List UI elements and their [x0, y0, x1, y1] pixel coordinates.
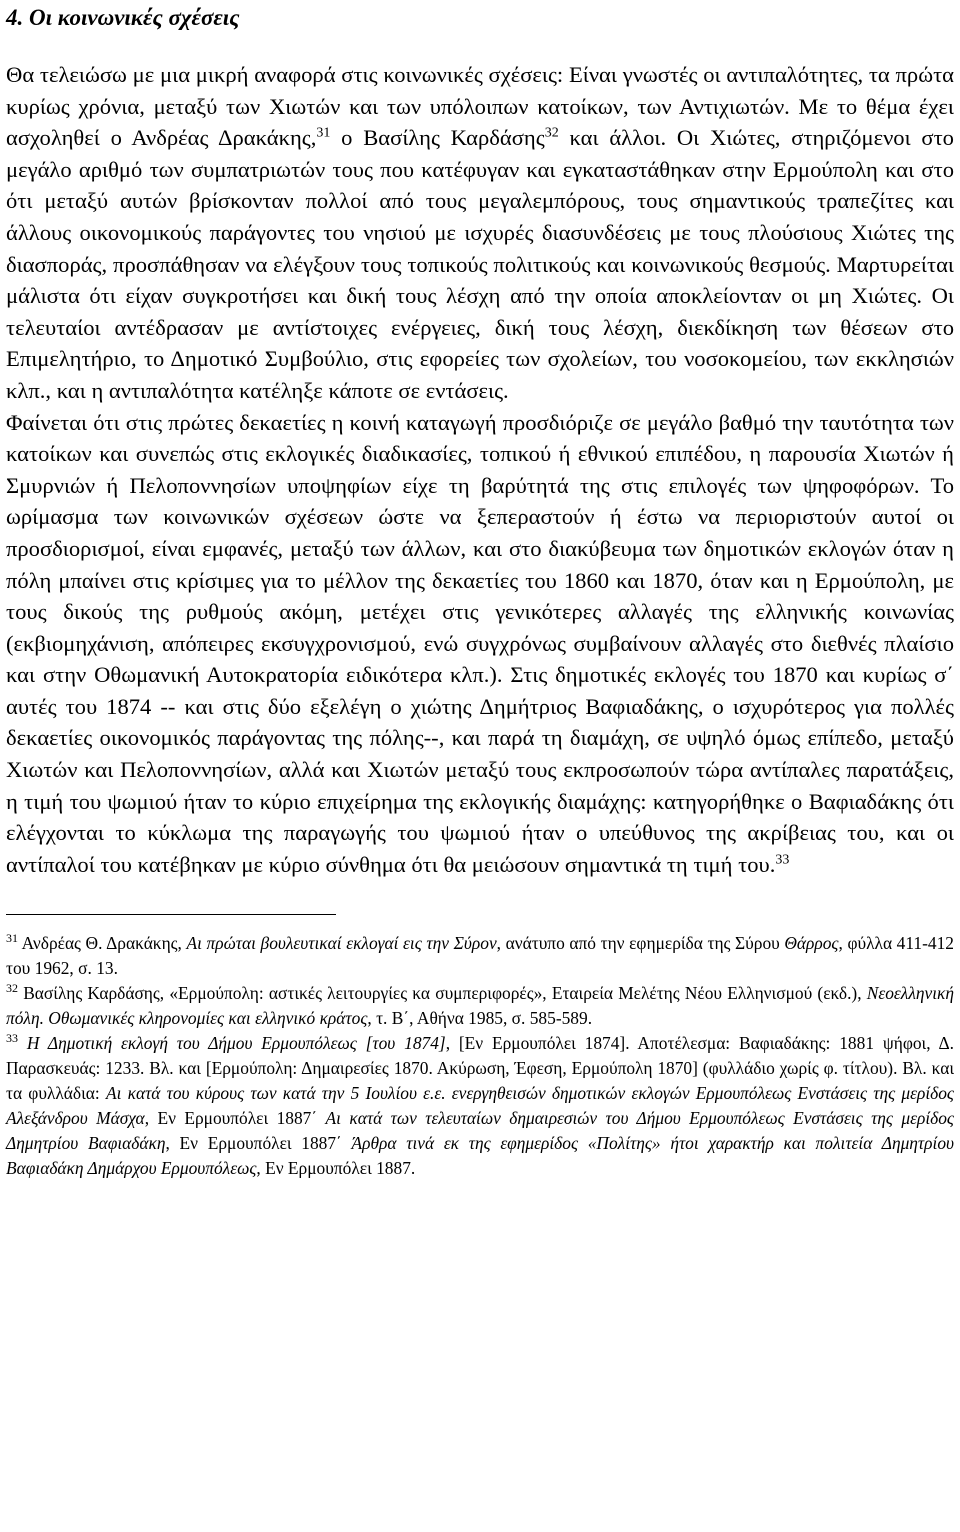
- footnote-32-title: Νεοελληνική πόλη. Οθωμανικές κληρονομίες και ελληνικό κράτος: [6, 983, 954, 1029]
- footnote-33-text-d: , Εν Ερμουπόλει 1887.: [256, 1158, 416, 1179]
- footnote-ref-32[interactable]: 32: [544, 125, 559, 141]
- footnote-ref-33[interactable]: 33: [775, 852, 790, 868]
- paragraph-2-text: Φαίνεται ότι στις πρώτες δεκαετίες η κοινή καταγωγή προσδιόριζε σε μεγάλο βαθμό την ταυτότητα των κατοίκων και συνεπώς στις εκλογικές διαδικασίες, τοπικού ή εθνικού επιπέδου, η παρουσία Χιωτών ή Σμυρνιών ή Πελοποννησίων υποψηφίων είχε τη βαρύτητά της στις επιλογές των ψηφοφόρων. Το ωρίμασμα των κοινωνικών σχέσεων ώστε να ξεπεραστούν ή έστω να περιοριστούν αυτοί οι προσδιορισμοί, είναι εμφανές, μεταξύ των άλλων, και στο διακύβευμα των δημοτικών εκλογών όταν η πόλη μπαίνει στις κρίσιμες για το μέλλον της δεκαετίες του 1860 και 1870, όταν και η Ερμούπολη, με τους δικούς της ρυθμούς ακόμη, μετέχει στις γενικότερες αλλαγές της ελληνικής κοινωνίας (εκβιομηχάνιση, απόπειρες εκσυγχρονισμού, ενώ συγχρόνως συμβαίνουν αλλαγές στο διεθνές πλαίσιο και στην Οθωμανική Αυτοκρατορία ειδικότερα κλπ.). Στις δημοτικές εκλογές του 1870 και κυρίως σ΄ αυτές του 1874 -- και στις δύο εξελέγη ο χιώτης Δημήτριος Βαφιαδάκης, ο ισχυρότερος για πολλές δεκαετίες οικονομικός παράγοντας της πόλης--, και παρά τη διαμάχη, σε υψηλό όμως επίπεδο, μεταξύ Χιωτών και Πελοποννησίων, αλλά και Χιωτών μεταξύ τους εκπροσωπούν τώρα αντίπαλες παρατάξεις, η τιμή του ψωμιού ήταν το κύριο επιχείρημα της εκλογικής διαμάχης: κατηγορήθηκε ο Βαφιαδάκης ότι ελέγχονται το κύκλωμα της παραγωγής του ψωμιού ήταν ο υπεύθυνος της ακρίβειας του, και οι αντίπαλοί του κατέβηκαν με κύριο σύνθημα ότι θα μειώσουν σημαντικά τη τιμή του.: [6, 409, 954, 877]
- footnote-33-title-4: Άρθρα τινά εκ της εφημερίδος «Πολίτης» ήτοι χαρακτήρ και πολιτεία Δημητρίου Βαφιαδάκη Δημάρχου Ερμουπόλεως: [6, 1133, 955, 1179]
- footnote-ref-31[interactable]: 31: [316, 125, 331, 141]
- paragraph-1-text-b: ο Βασίλης Καρδάσης: [330, 125, 545, 151]
- section-heading: 4. Οι κοινωνικές σχέσεις: [6, 5, 240, 30]
- footnote-33-title-1: Η Δημοτική εκλογή του Δήμου Ερμουπόλεως [του 1874]: [18, 1033, 446, 1054]
- footnote-31: [6, 931, 954, 981]
- footnote-33: [6, 1031, 954, 1181]
- document-page: [6, 0, 954, 1181]
- footnote-33-title-2: Αι κατά του κύρους των κατά την 5 Ιουλίου ε.ε. ενεργηθεισών δημοτικών εκλογών Ερμουπόλεως Ενστάσεις της μερίδος Αλεξάνδρου Μάσχα: [6, 1083, 954, 1129]
- footnote-31-text-a: Ανδρέας Θ. Δρακάκης,: [18, 933, 187, 954]
- footnote-32-text-a: Βασίλης Καρδάσης, «Ερμούπολη: αστικές λειτουργίες κα συμπεριφορές», Εταιρεία Μελέτης Νέου Ελληνισμού (εκδ.),: [18, 983, 867, 1004]
- footnote-33-text-a: , [Εν Ερμουπόλει 1874]. Αποτέλεσμα: Βαφιαδάκης: 1881 ψήφοι, Δ. Παρασκευάς: 1233. Βλ. και [Ερμούπολη: Δημαιρεσίες 1870. Ακύρωση, Έφεση, Ερμούπολη 1870] (φυλλάδιο χωρίς φ. τίτλου). Βλ. και τα φυλλάδια:: [6, 1033, 954, 1104]
- footnote-33-number: 33: [6, 1031, 18, 1046]
- footnote-31-number: 31: [6, 931, 18, 946]
- paragraph-2: [6, 407, 954, 881]
- footnote-31-text-c: , φύλλα 411-412 του 1962, σ. 13.: [6, 933, 954, 979]
- paragraph-1-text-a: Θα τελειώσω με μια μικρή αναφορά στις κοινωνικές σχέσεις: Είναι γνωστές οι αντιπαλότητες, τα πρώτα κυρίως χρόνια, μεταξύ των Χιωτών και των υπόλοιπων κατοίκων, των Αντιχιωτών. Με το θέμα έχει ασχοληθεί ο Ανδρέας Δρακάκης,: [6, 62, 954, 151]
- footnote-divider: [6, 914, 336, 915]
- footnote-33-text-b: , Εν Ερμουπόλει 1887΄: [144, 1108, 326, 1129]
- paragraph-1: [6, 59, 954, 407]
- footnote-31-newspaper: Θάρρος: [784, 933, 839, 954]
- footnote-31-text-b: , ανάτυπο από την εφημερίδα της Σύρου: [496, 933, 785, 954]
- footnote-31-title: Αι πρώται βουλευτικαί εκλογαί εις την Σύρον: [186, 933, 497, 954]
- footnote-32-text-b: , τ. Β΄, Αθήνα 1985, σ. 585-589.: [367, 1008, 593, 1029]
- footnote-32: [6, 981, 954, 1031]
- footnote-33-title-3: Αι κατά των τελευταίων δημαιρεσιών του Δήμου Ερμουπόλεως Ενστάσεις της μερίδος Δημητρίου Βαφιαδάκη: [6, 1108, 954, 1154]
- footnote-32-number: 32: [6, 981, 18, 996]
- paragraph-1-text-c: και άλλοι. Οι Χιώτες, στηριζόμενοι στο μεγάλο αριθμό των συμπατριωτών τους που κατέφυγαν και εγκαταστάθηκαν στην Ερμούπολη και στο ότι μεταξύ αυτών βρίσκονταν πολλοί από τους μεγαλεμπόρους, τους σημαντικούς τραπεζίτες και άλλους οικονομικούς παράγοντες του νησιού με ισχυρές διασυνδέσεις με τους πλούσιους Χιώτες της διασποράς, προσπάθησαν να ελέγξουν τους τοπικούς πολιτικούς και κοινωνικούς θεσμούς. Μαρτυρείται μάλιστα ότι είχαν συγκροτήσει και δική τους λέσχη από την οποία αποκλείονταν οι μη Χιώτες. Οι τελευταίοι αντέδρασαν με αντίστοιχες ενέργειες, δική τους λέσχη, διεκδίκηση των θέσεων στο Επιμελητήριο, το Δημοτικό Συμβούλιο, στις εφορείες των σχολείων, του νοσοκομείου, των εκκλησιών κλπ., και η αντιπαλότητα κατέληξε κάποτε σε εντάσεις.: [6, 125, 954, 403]
- footnote-33-text-c: , Εν Ερμουπόλει 1887΄: [165, 1133, 352, 1154]
